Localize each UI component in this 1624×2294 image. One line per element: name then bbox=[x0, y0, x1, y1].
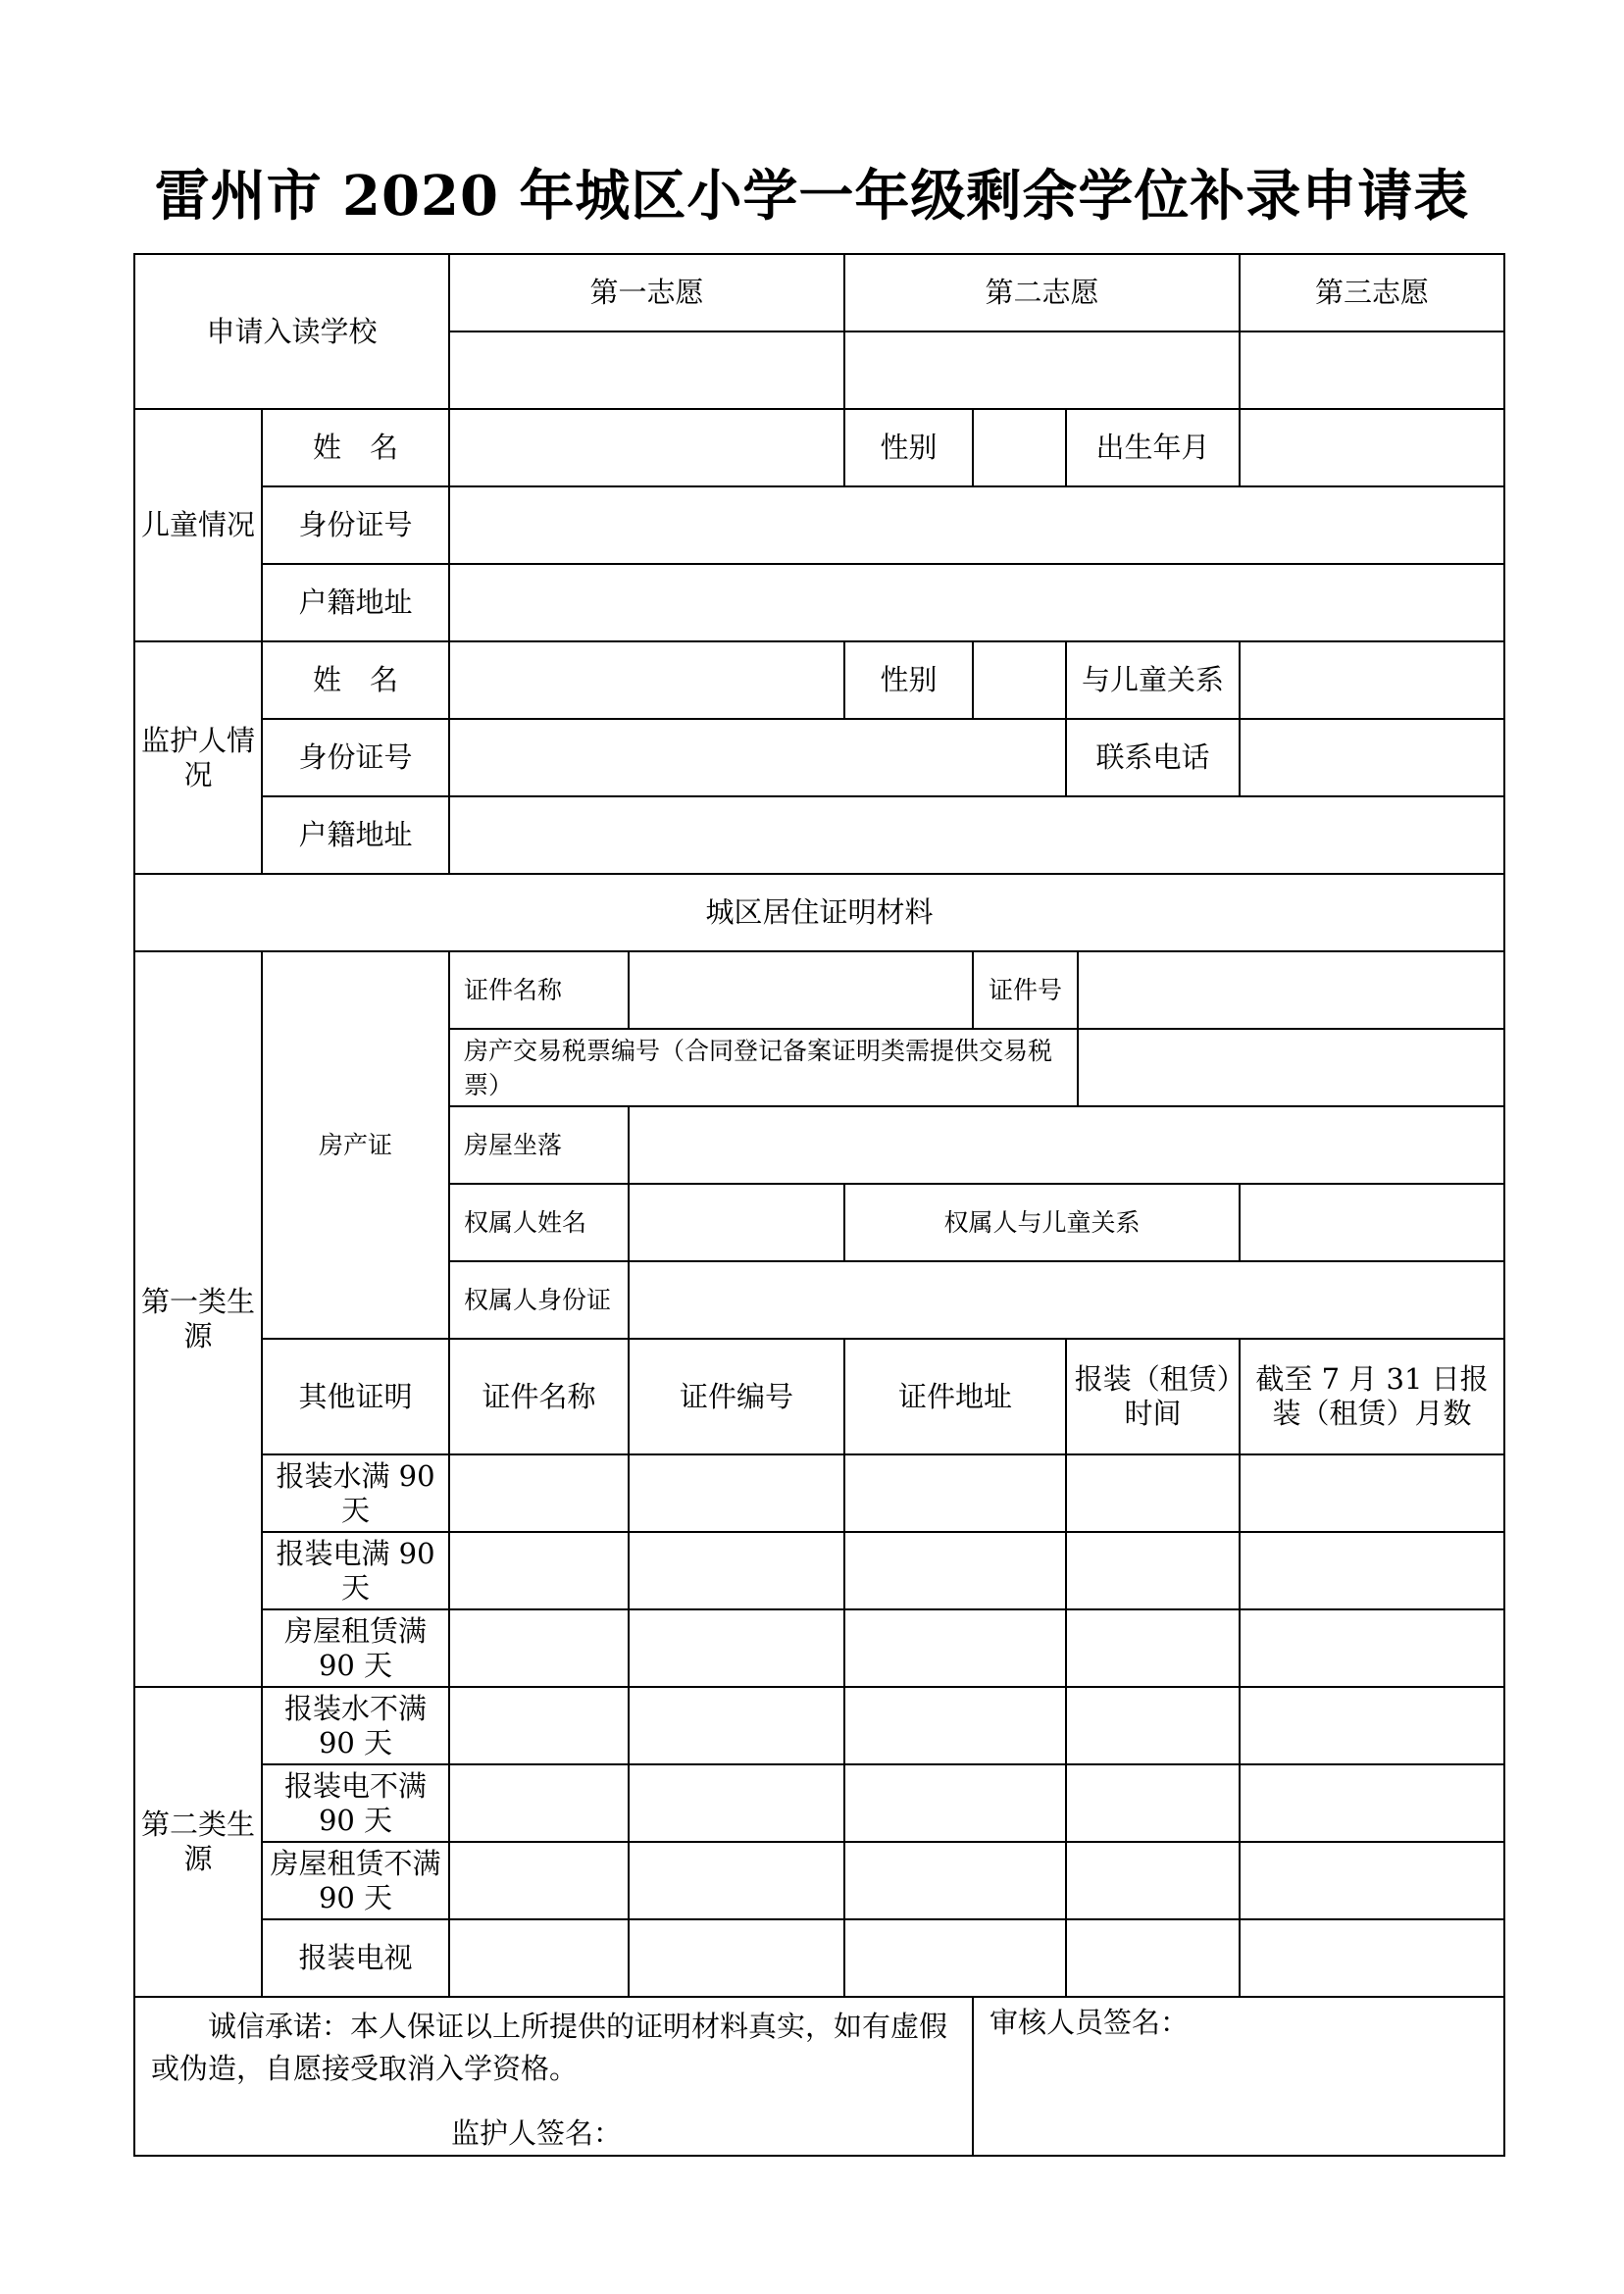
cell-field[interactable] bbox=[1240, 1764, 1504, 1842]
col-cert-name-header: 证件名称 bbox=[449, 1339, 629, 1454]
guardian-phone-field[interactable] bbox=[1240, 719, 1504, 796]
cell-field[interactable] bbox=[844, 1454, 1066, 1532]
cell-field[interactable] bbox=[629, 1919, 844, 1997]
pledge-cell bbox=[134, 1997, 973, 2156]
cell-field[interactable] bbox=[1066, 1687, 1240, 1764]
guardian-id-field[interactable] bbox=[449, 719, 1066, 796]
cell-field[interactable] bbox=[629, 1687, 844, 1764]
child-name-field[interactable] bbox=[449, 409, 844, 486]
cell-field[interactable] bbox=[629, 1454, 844, 1532]
row-label: 报装水满 90 天 bbox=[262, 1454, 449, 1532]
cell-field[interactable] bbox=[629, 1764, 844, 1842]
child-id-label: 身份证号 bbox=[262, 486, 449, 564]
cell-field[interactable] bbox=[1240, 1532, 1504, 1609]
col-cert-no-header: 证件编号 bbox=[629, 1339, 844, 1454]
row-label: 房屋租赁不满 90 天 bbox=[262, 1842, 449, 1919]
choice-3-field[interactable] bbox=[1240, 331, 1504, 409]
cell-field[interactable] bbox=[1066, 1454, 1240, 1532]
child-gender-field[interactable] bbox=[973, 409, 1066, 486]
cell-field[interactable] bbox=[1066, 1764, 1240, 1842]
cell-field[interactable] bbox=[1240, 1919, 1504, 1997]
cell-field[interactable] bbox=[1240, 1687, 1504, 1764]
owner-id-label: 权属人身份证 bbox=[449, 1261, 629, 1339]
location-field[interactable] bbox=[629, 1106, 1504, 1184]
guardian-name-label: 姓 名 bbox=[262, 641, 449, 719]
cell-field[interactable] bbox=[844, 1919, 1066, 1997]
row-label: 报装电满 90 天 bbox=[262, 1532, 449, 1609]
guardian-address-field[interactable] bbox=[449, 796, 1504, 874]
cert-no-label: 证件号 bbox=[973, 951, 1078, 1029]
choice-3-label: 第三志愿 bbox=[1240, 254, 1504, 331]
child-address-field[interactable] bbox=[449, 564, 1504, 641]
application-form bbox=[133, 253, 1505, 2157]
choice-1-label: 第一志愿 bbox=[449, 254, 844, 331]
guardian-phone-label: 联系电话 bbox=[1066, 719, 1240, 796]
cell-field[interactable] bbox=[1066, 1919, 1240, 1997]
child-gender-label: 性别 bbox=[844, 409, 973, 486]
cell-field[interactable] bbox=[449, 1764, 629, 1842]
choice-2-label: 第二志愿 bbox=[844, 254, 1240, 331]
cell-field[interactable] bbox=[1066, 1609, 1240, 1687]
cell-field[interactable] bbox=[1240, 1842, 1504, 1919]
cell-field[interactable] bbox=[844, 1532, 1066, 1609]
cell-field[interactable] bbox=[1240, 1454, 1504, 1532]
guardian-gender-label: 性别 bbox=[844, 641, 973, 719]
guardian-signature-label: 监护人签名： bbox=[451, 2116, 623, 2150]
guardian-relation-label: 与儿童关系 bbox=[1066, 641, 1240, 719]
row-label: 房屋租赁满 90 天 bbox=[262, 1609, 449, 1687]
cert-name-field[interactable] bbox=[629, 951, 973, 1029]
row-label: 报装电视 bbox=[262, 1919, 449, 1997]
row-label: 报装水不满 90 天 bbox=[262, 1687, 449, 1764]
choice-1-field[interactable] bbox=[449, 331, 844, 409]
cell-field[interactable] bbox=[844, 1842, 1066, 1919]
reviewer-signature-label: 审核人员签名： bbox=[973, 1997, 1504, 2156]
cert-no-field[interactable] bbox=[1078, 951, 1504, 1029]
row-label: 报装电不满 90 天 bbox=[262, 1764, 449, 1842]
property-cert-label: 房产证 bbox=[262, 951, 449, 1339]
owner-relation-field[interactable] bbox=[1240, 1184, 1504, 1261]
child-birth-label: 出生年月 bbox=[1066, 409, 1240, 486]
owner-name-label: 权属人姓名 bbox=[449, 1184, 629, 1261]
guardian-section-label: 监护人情况 bbox=[134, 641, 262, 874]
owner-relation-label: 权属人与儿童关系 bbox=[844, 1184, 1240, 1261]
col-cert-address-header: 证件地址 bbox=[844, 1339, 1066, 1454]
pledge-text: 诚信承诺：本人保证以上所提供的证明材料真实，如有虚假或伪造，自愿接受取消入学资格。 bbox=[151, 2010, 948, 2085]
owner-id-field[interactable] bbox=[629, 1261, 1504, 1339]
guardian-address-label: 户籍地址 bbox=[262, 796, 449, 874]
tax-no-field[interactable] bbox=[1078, 1029, 1504, 1106]
cell-field[interactable] bbox=[449, 1532, 629, 1609]
cell-field[interactable] bbox=[449, 1609, 629, 1687]
cell-field[interactable] bbox=[629, 1609, 844, 1687]
cell-field[interactable] bbox=[1066, 1842, 1240, 1919]
child-id-field[interactable] bbox=[449, 486, 1504, 564]
cell-field[interactable] bbox=[449, 1454, 629, 1532]
guardian-name-field[interactable] bbox=[449, 641, 844, 719]
child-birth-field[interactable] bbox=[1240, 409, 1504, 486]
cell-field[interactable] bbox=[449, 1842, 629, 1919]
location-label: 房屋坐落 bbox=[449, 1106, 629, 1184]
page-title: 雷州市 2020 年城区小学一年级剩余学位补录申请表 bbox=[154, 164, 1470, 229]
cert-name-label: 证件名称 bbox=[449, 951, 629, 1029]
cell-field[interactable] bbox=[629, 1842, 844, 1919]
child-name-label: 姓 名 bbox=[262, 409, 449, 486]
child-section-label: 儿童情况 bbox=[134, 409, 262, 641]
guardian-gender-field[interactable] bbox=[973, 641, 1066, 719]
guardian-id-label: 身份证号 bbox=[262, 719, 449, 796]
tax-no-label: 房产交易税票编号（合同登记备案证明类需提供交易税票） bbox=[449, 1029, 1078, 1106]
child-address-label: 户籍地址 bbox=[262, 564, 449, 641]
class2-section-label: 第二类生源 bbox=[134, 1687, 262, 1997]
cell-field[interactable] bbox=[449, 1919, 629, 1997]
cell-field[interactable] bbox=[449, 1687, 629, 1764]
cell-field[interactable] bbox=[1066, 1532, 1240, 1609]
cell-field[interactable] bbox=[844, 1764, 1066, 1842]
school-label: 申请入读学校 bbox=[134, 254, 449, 409]
other-proof-header: 其他证明 bbox=[262, 1339, 449, 1454]
guardian-relation-field[interactable] bbox=[1240, 641, 1504, 719]
col-months-header: 截至 7 月 31 日报装（租赁）月数 bbox=[1240, 1339, 1504, 1454]
choice-2-field[interactable] bbox=[844, 331, 1240, 409]
class1-section-label: 第一类生源 bbox=[134, 951, 262, 1687]
cell-field[interactable] bbox=[844, 1687, 1066, 1764]
cell-field[interactable] bbox=[629, 1532, 844, 1609]
cell-field[interactable] bbox=[844, 1609, 1066, 1687]
col-time-header: 报装（租赁）时间 bbox=[1066, 1339, 1240, 1454]
residence-header: 城区居住证明材料 bbox=[134, 874, 1504, 951]
cell-field[interactable] bbox=[1240, 1609, 1504, 1687]
owner-name-field[interactable] bbox=[629, 1184, 844, 1261]
